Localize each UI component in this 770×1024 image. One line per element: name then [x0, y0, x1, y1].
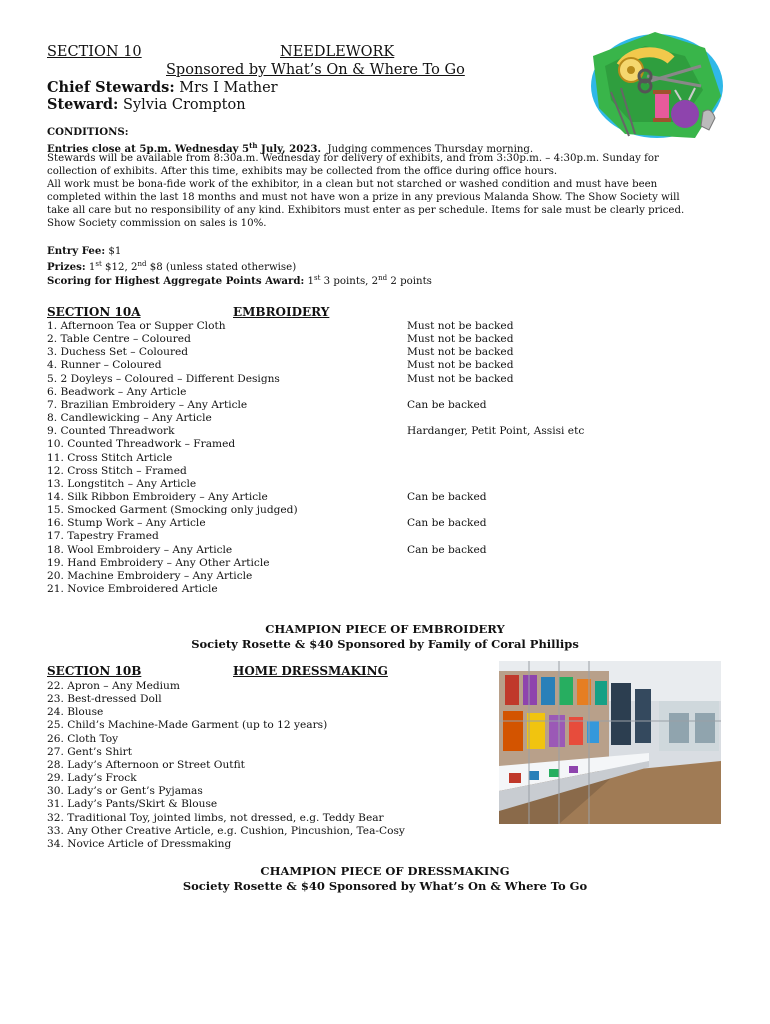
champion-embroidery-sponsor: Society Rosette & $40 Sponsored by Family of Coral Phillips [191, 637, 579, 651]
list-item: 32. Traditional Toy, jointed limbs, not dressed, e.g. Teddy Bear [47, 811, 384, 824]
list-item-note: Can be backed [407, 398, 487, 411]
list-item: 33. Any Other Creative Article, e.g. Cushion, Pincushion, Tea-Cosy [47, 824, 405, 837]
list-item: 30. Lady’s or Gent’s Pyjamas [47, 785, 203, 798]
list-item: 11. Cross Stitch Article [47, 451, 173, 464]
champion-dressmaking-title: CHAMPION PIECE OF DRESSMAKING [260, 864, 510, 878]
scoring-second-sup: nd [378, 274, 388, 282]
conditions-line-5: take all care but no responsibility of any kind. Exhibitors must enter as per schedule. Items for sale must be clearly priced. [47, 205, 685, 216]
sewing-clipart-icon [585, 26, 727, 144]
scoring-label: Scoring for Highest Aggregate Points Award: [47, 275, 305, 287]
list-item: 34. Novice Article of Dressmaking [47, 837, 232, 850]
conditions-line-1: Stewards will be available from 8:30a.m. Wednesday for delivery of exhibits, and from 3:30p.m. – 4:30p.m. Sunday for [47, 153, 659, 164]
steward-value: Sylvia Crompton [123, 97, 246, 113]
entry-fee-value: $1 [108, 246, 122, 257]
section-a-title: EMBROIDERY [233, 305, 330, 319]
chief-stewards [47, 79, 278, 96]
list-item: 26. Cloth Toy [47, 732, 119, 745]
list-item-note: Must not be backed [407, 333, 514, 346]
entry-fee [47, 245, 121, 258]
list-item: 4. Runner – Coloured [47, 359, 162, 372]
conditions-line-6: Show Society commission on sales is 10%. [47, 218, 267, 229]
list-item-note: Hardanger, Petit Point, Assisi etc [407, 425, 585, 438]
section-a-code: SECTION 10A [47, 305, 141, 319]
list-item: 29. Lady’s Frock [47, 772, 137, 785]
steward-label: Steward: [47, 96, 119, 113]
list-item: 10. Counted Threadwork – Framed [47, 438, 236, 451]
prizes-first: 1 [88, 262, 96, 273]
list-item: 14. Silk Ribbon Embroidery – Any Article [47, 490, 268, 503]
list-item: 31. Lady’s Pants/Skirt & Blouse [47, 798, 218, 811]
entries-close-year: July, 2023. [257, 143, 322, 155]
list-item-note: Must not be backed [407, 359, 514, 372]
list-item: 27. Gent’s Shirt [47, 745, 132, 758]
conditions-line-3: All work must be bona-fide work of the exhibitor, in a clean but not starched or washed condition and must have been [47, 179, 658, 190]
list-item: 25. Child’s Machine-Made Garment (up to 12 years) [47, 719, 328, 732]
list-item: 6. Beadwork – Any Article [47, 385, 187, 398]
exhibition-hall-photo [499, 661, 721, 824]
conditions-line-4: completed within the last 18 months and must not have won a prize in any previous Malanda Show. The Show Society will [47, 192, 680, 203]
scoring [47, 272, 432, 288]
steward [47, 96, 246, 113]
judging-note: Judging commences Thursday morning. [327, 144, 534, 155]
list-item: 28. Lady’s Afternoon or Street Outfit [47, 758, 245, 771]
list-item: 1. Afternoon Tea or Supper Cloth [47, 320, 226, 332]
list-item-note: Can be backed [407, 543, 487, 556]
conditions-line-2: collection of exhibits. After this time, exhibits may be collected from the office during office hours. [47, 166, 558, 177]
list-item: 7. Brazilian Embroidery – Any Article [47, 398, 248, 411]
list-item: 19. Hand Embroidery – Any Other Article [47, 556, 270, 569]
list-item-note: Must not be backed [407, 346, 514, 359]
prizes-label: Prizes: [47, 261, 86, 273]
scoring-note: 2 points [387, 276, 432, 287]
section-sponsor: Sponsored by What’s On & Where To Go [166, 62, 465, 78]
section-number: SECTION 10 [47, 44, 142, 60]
prizes-first-sup: st [95, 260, 102, 268]
chief-stewards-value: Mrs I Mather [179, 80, 278, 96]
list-item: 21. Novice Embroidered Article [47, 583, 218, 595]
list-item-note: Can be backed [407, 490, 487, 503]
scoring-first: 1 [307, 276, 315, 287]
scoring-second: 3 points, 2 [320, 276, 379, 287]
scoring-first-sup: st [314, 274, 321, 282]
list-item: 18. Wool Embroidery – Any Article [47, 543, 233, 556]
list-item: 15. Smocked Garment (Smocking only judged) [47, 504, 298, 517]
section-title: NEEDLEWORK [280, 44, 395, 60]
list-item: 16. Stump Work – Any Article [47, 517, 206, 530]
list-item: 22. Apron – Any Medium [47, 680, 180, 692]
list-item: 12. Cross Stitch – Framed [47, 464, 187, 477]
champion-embroidery-title: CHAMPION PIECE OF EMBROIDERY [265, 622, 505, 636]
list-item: 17. Tapestry Framed [47, 530, 159, 543]
chief-stewards-label: Chief Stewards: [47, 79, 175, 96]
list-item-note: Must not be backed [407, 320, 514, 332]
list-item: 23. Best-dressed Doll [47, 693, 162, 706]
list-item: 13. Longstitch – Any Article [47, 477, 197, 490]
list-item: 3. Duchess Set – Coloured [47, 346, 189, 359]
entries-close-sup: th [249, 141, 258, 150]
conditions-heading: CONDITIONS: [47, 126, 129, 138]
list-item: 2. Table Centre – Coloured [47, 333, 191, 346]
list-item: 24. Blouse [47, 706, 104, 719]
list-item: 8. Candlewicking – Any Article [47, 412, 212, 425]
prizes-second-sup: nd [137, 260, 147, 268]
list-item-note: Must not be backed [407, 372, 514, 385]
section-b-title: HOME DRESSMAKING [233, 664, 388, 678]
list-item: 20. Machine Embroidery – Any Article [47, 569, 253, 582]
entry-fee-label: Entry Fee: [47, 245, 106, 257]
entries-close-date: Entries close at 5p.m. Wednesday 5 [47, 143, 250, 155]
champion-dressmaking-sponsor: Society Rosette & $40 Sponsored by What’s On & Where To Go [182, 879, 588, 893]
section-b-code: SECTION 10B [47, 664, 142, 678]
list-item: 9. Counted Threadwork [47, 425, 175, 438]
prizes-note: $8 (unless stated otherwise) [146, 262, 297, 273]
prizes-second: $12, 2 [101, 262, 138, 273]
list-item-note: Can be backed [407, 517, 487, 530]
list-item: 5. 2 Doyleys – Coloured – Different Designs [47, 372, 280, 385]
